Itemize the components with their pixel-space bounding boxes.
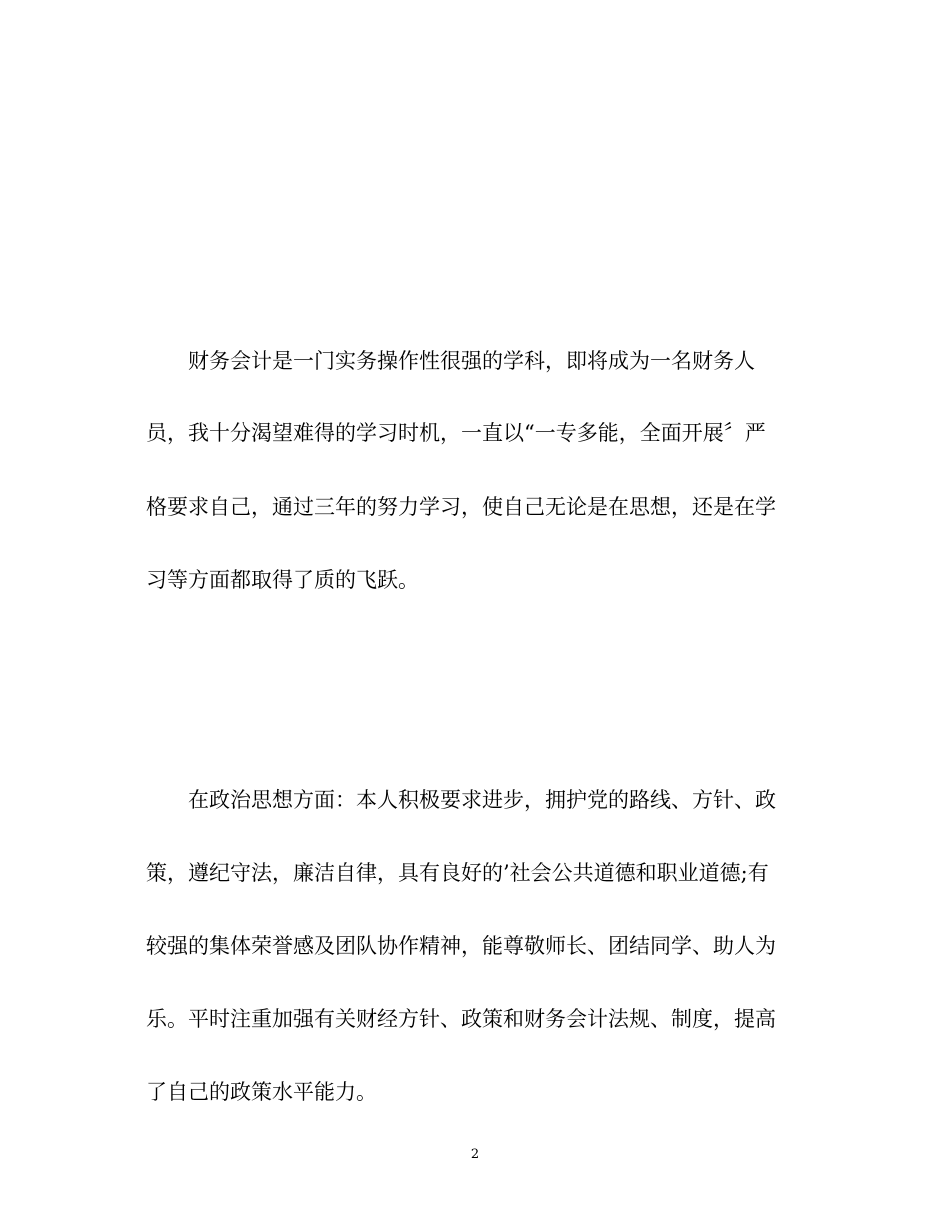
- page-number: 2: [470, 1147, 480, 1162]
- text-line: 了自己的政策水平能力。: [146, 1080, 377, 1104]
- text-line: 格要求自己，通过三年的努力学习，使自己无论是在思想，还是在学: [146, 495, 776, 519]
- text-line: 财务会计是一门实务操作性很强的学科，即将成为一名财务人: [146, 349, 755, 373]
- text-line: 员，我十分渴望难得的学习时机，一直以“一专多能，全面开展〞严: [146, 421, 766, 445]
- text-line: 较强的集体荣誉感及团队协作精神，能尊敬师长、团结同学、助人为: [146, 934, 776, 958]
- text-line: 策，遵纪守法，廉洁自律，具有良好的’社会公共道德和职业道德;有: [146, 861, 769, 885]
- text-line: 乐。平时注重加强有关财经方针、政策和财务会计法规、制度，提高: [146, 1007, 776, 1031]
- text-line: 在政治思想方面：本人积极要求进步，拥护党的路线、方针、政: [146, 788, 776, 812]
- text-line: 习等方面都取得了质的飞跃。: [146, 568, 419, 592]
